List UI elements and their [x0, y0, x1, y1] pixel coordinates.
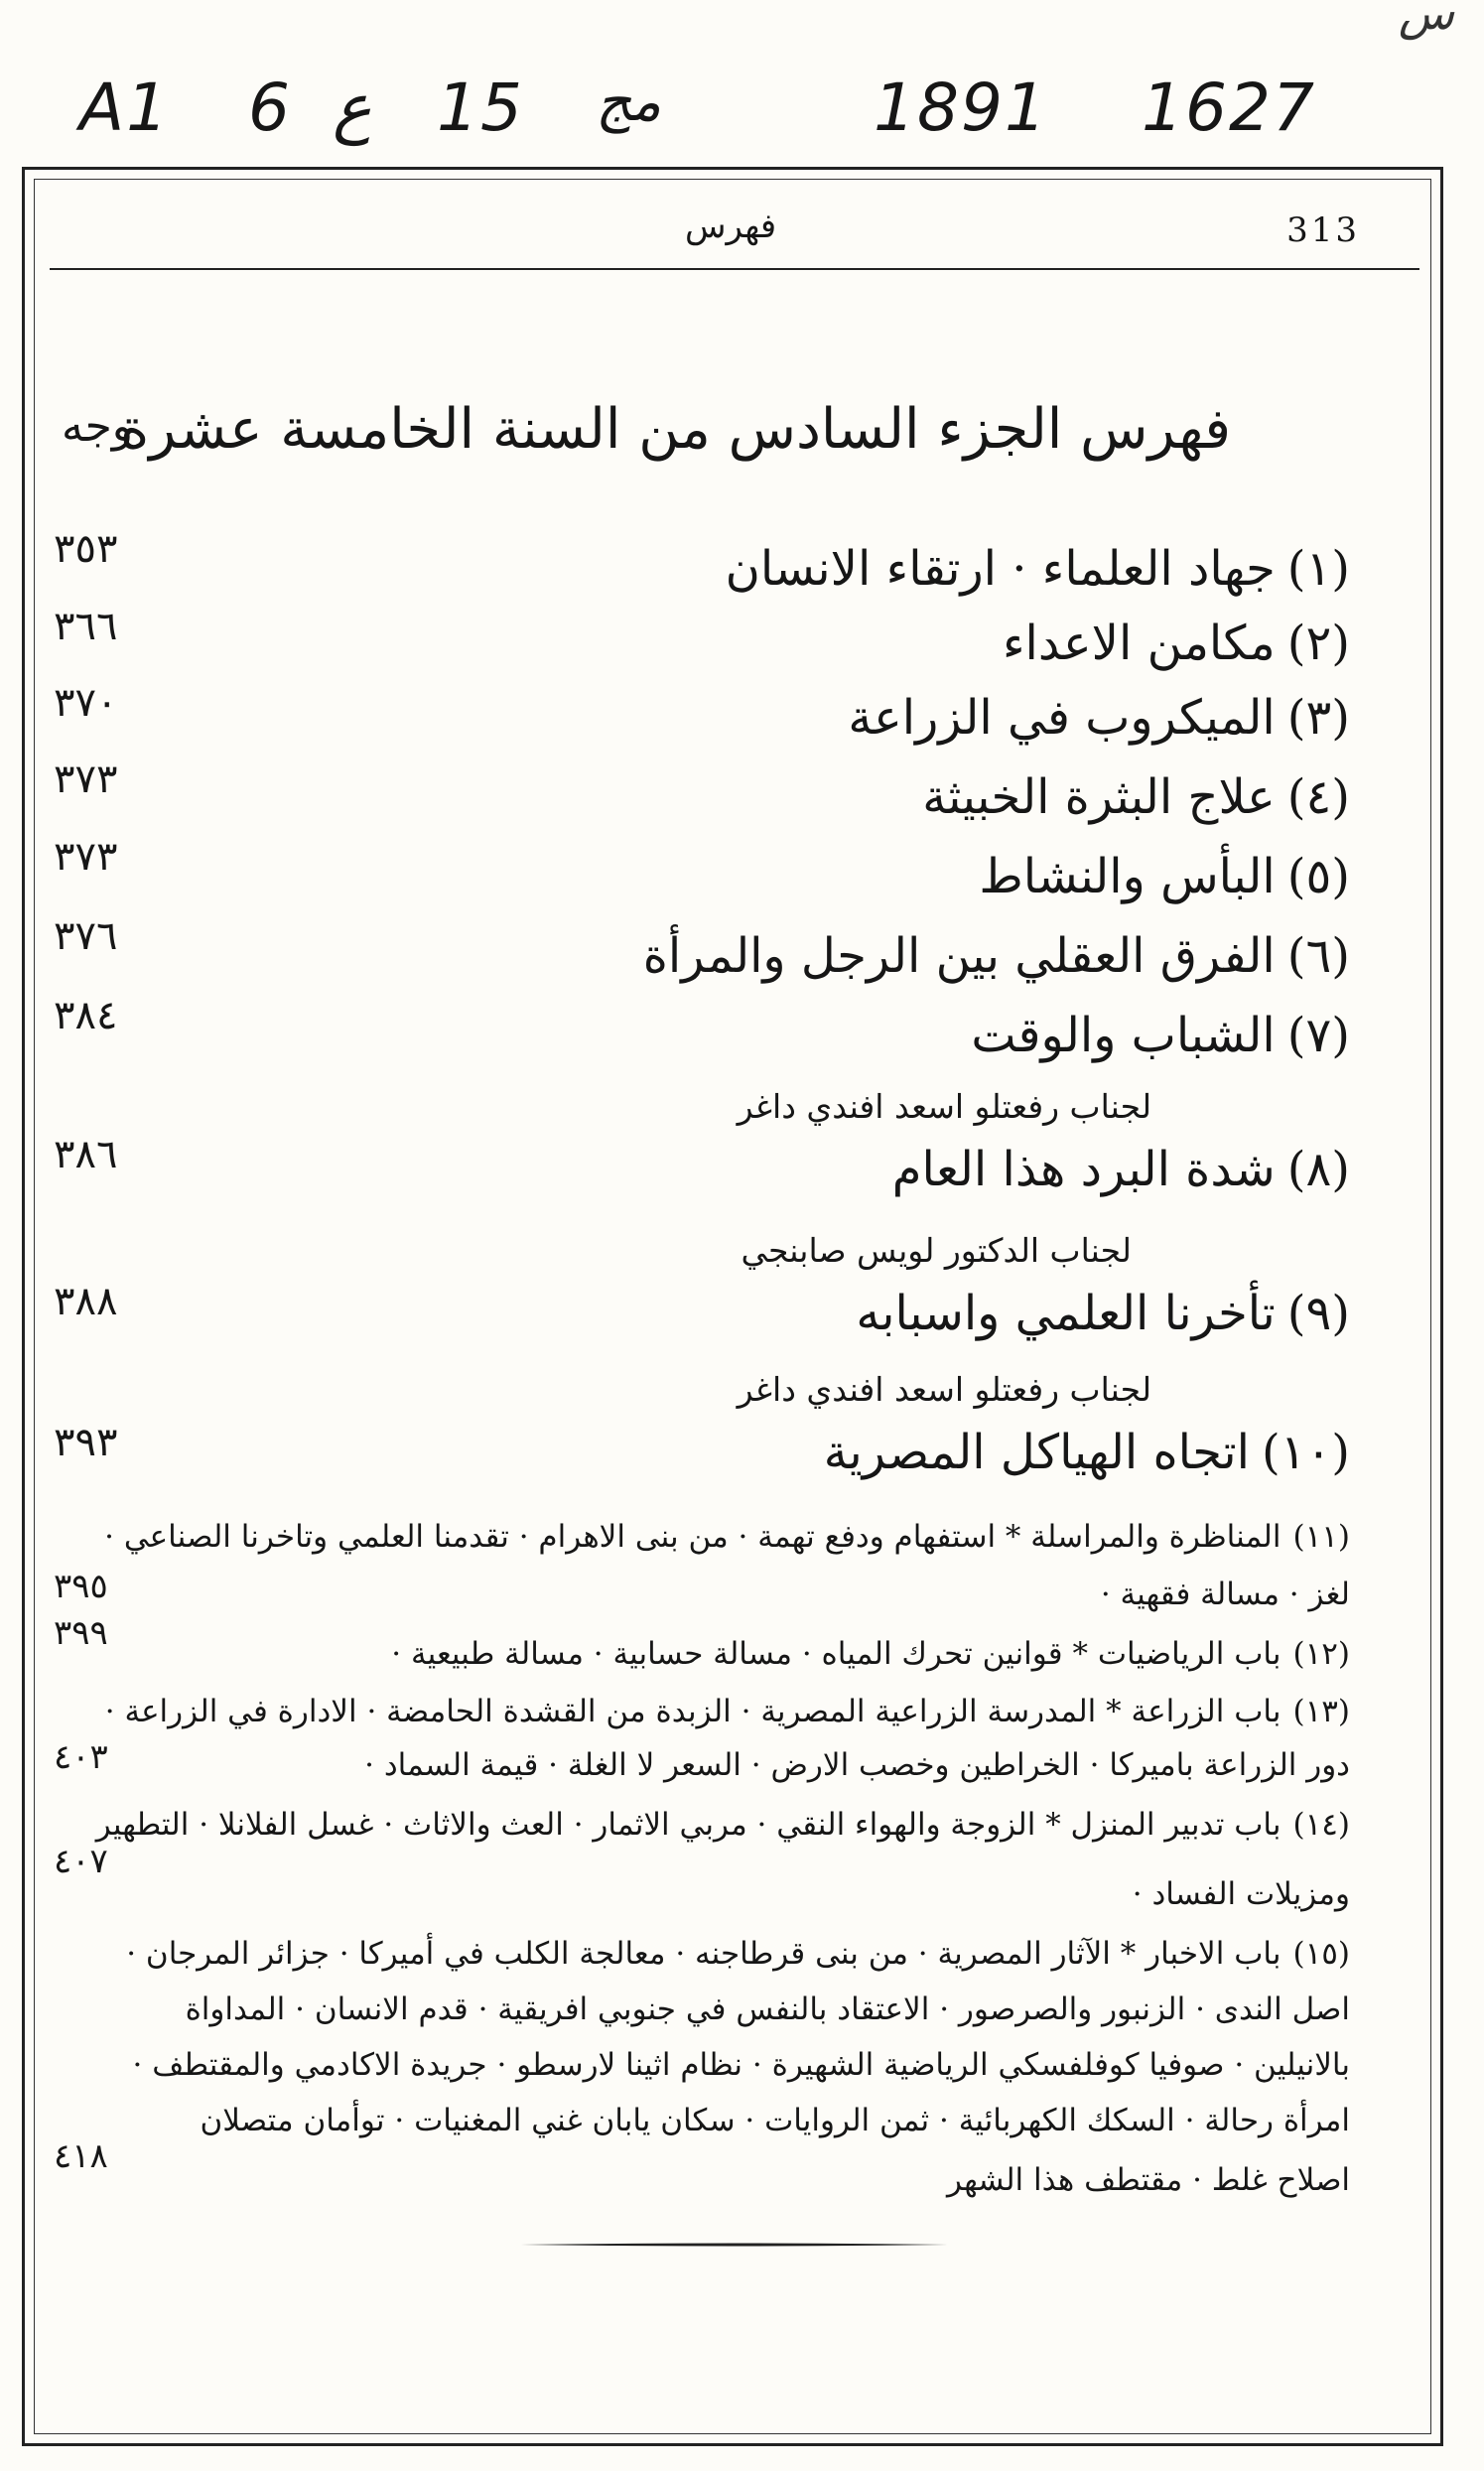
section-15-line-2: [89, 1982, 1350, 2037]
entry-title: جهاد العلماء · ارتقاء الانسان: [725, 541, 1276, 597]
section-text: دور الزراعة باميركا · الخراطين وخصب الارض · السعر لا الغلة · قيمة السماد ·: [364, 1747, 1350, 1783]
section-text: لغز · مسالة فقهية ·: [1100, 1577, 1350, 1612]
entry-6: [643, 928, 1350, 984]
entry-number: (٢): [1286, 616, 1350, 671]
entry-6-page: ٣٧٦: [54, 913, 118, 959]
entry-title: اتجاه الهياكل المصرية: [823, 1425, 1250, 1480]
entry-8-page: ٣٨٦: [54, 1132, 118, 1177]
section-13-page: ٤٠٣: [54, 1737, 108, 1777]
section-text: اصلاح غلط · مقتطف هذا الشهر: [947, 2162, 1350, 2198]
page-number: 313: [1286, 210, 1360, 250]
section-13-line-2: [89, 1737, 1350, 1793]
running-header: [50, 206, 1419, 266]
entry-title: الشباب والوقت: [971, 1008, 1276, 1063]
section-text: ومزيلات الفساد ·: [1132, 1876, 1350, 1912]
section-11-page: ٣٩٥: [54, 1567, 108, 1606]
entry-5: [979, 849, 1350, 904]
section-text: باب الزراعة * المدرسة الزراعية المصرية · الزبدة من القشدة الحامضة · الادارة في الزراعة ·: [104, 1694, 1282, 1729]
catalog-volume: 6: [248, 69, 292, 146]
section-number: (١١): [1292, 1519, 1350, 1555]
entry-number: (٥): [1286, 849, 1350, 904]
section-15-page: ٤١٨: [54, 2136, 108, 2176]
entry-3: [848, 690, 1350, 746]
catalog-number: 15: [437, 69, 524, 146]
section-12-page: ٣٩٩: [54, 1613, 108, 1653]
entry-3-page: ٣٧٠: [54, 680, 118, 726]
running-title: فهرس: [685, 206, 777, 246]
entry-title: تأخرنا العلمي واسبابه: [856, 1286, 1276, 1341]
section-text: اصل الندى · الزنبور والصرصور · الاعتقاد بالنفس في جنوبي افريقية · قدم الانسان · المداواة: [185, 1991, 1350, 2027]
entry-2: [1003, 616, 1350, 671]
entry-number: (١): [1286, 541, 1350, 597]
entry-2-page: ٣٦٦: [54, 604, 118, 649]
section-text: باب تدبير المنزل * الزوجة والهواء النقي · مربي الاثمار · العث والاثاث · غسل الفلانلا · التطهير: [95, 1807, 1282, 1843]
section-text: المناظرة والمراسلة * استفهام ودفع تهمة · من بنى الاهرام · تقدمنا العلمي وتاخرنا الصناعي ·: [104, 1519, 1282, 1555]
entry-4: [922, 769, 1350, 825]
section-number: (١٢): [1292, 1636, 1350, 1672]
entry-1-page: ٣٥٣: [54, 526, 118, 572]
entry-title: البأس والنشاط: [979, 849, 1276, 904]
section-number: (١٣): [1292, 1694, 1350, 1729]
entry-number: (٩): [1286, 1286, 1350, 1341]
catalog-separator: ع: [333, 69, 372, 146]
section-number: (١٤): [1292, 1807, 1350, 1843]
entry-8-author: لجناب الدكتور لويس صابنجي: [741, 1231, 1132, 1270]
entry-title: مكامن الاعداء: [1002, 616, 1276, 671]
page-column-label: وجه: [62, 401, 134, 452]
catalog-year-2: 1627: [1142, 69, 1316, 146]
entry-number: (٨): [1286, 1142, 1350, 1197]
entry-10-page: ٣٩٣: [54, 1420, 118, 1465]
index-page: [50, 189, 1419, 2422]
entry-number: (٧): [1286, 1008, 1350, 1063]
entry-7-page: ٣٨٤: [54, 993, 118, 1038]
section-15-line-5: [89, 2152, 1350, 2208]
section-text: امرأة رحالة · السكك الكهربائية · ثمن الروايات · سكان يابان غني المغنيات · توأمان متصلان: [200, 2103, 1350, 2138]
section-13-line-1: [89, 1684, 1350, 1739]
entry-4-page: ٣٧٣: [54, 756, 118, 802]
entry-title: الفرق العقلي بين الرجل والمرأة: [642, 928, 1276, 984]
entry-5-page: ٣٧٣: [54, 834, 118, 880]
section-11-line-2: [89, 1567, 1350, 1622]
catalog-year-1: 1891: [874, 69, 1048, 146]
section-15-line-4: [89, 2093, 1350, 2148]
entry-9: [856, 1286, 1350, 1341]
entry-10: [824, 1425, 1350, 1480]
bottom-ornament-rule: [521, 2242, 948, 2248]
entry-7-author: لجناب رفعتلو اسعد افندي داغر: [737, 1087, 1151, 1126]
index-title: فهرس الجزء السادس من السنة الخامسة عشرة: [119, 397, 1231, 462]
corner-handwriting: س: [1398, 0, 1454, 40]
entry-number: (٦): [1286, 928, 1350, 984]
entry-number: (٤): [1286, 769, 1350, 825]
entry-8: [892, 1142, 1350, 1197]
section-number: (١٥): [1292, 1936, 1350, 1972]
entry-title: شدة البرد هذا العام: [891, 1142, 1276, 1197]
section-12-line-1: [89, 1626, 1350, 1682]
entry-title: علاج البثرة الخبيثة: [922, 769, 1276, 825]
entry-9-author: لجناب رفعتلو اسعد افندي داغر: [737, 1370, 1151, 1409]
section-15-line-3: [89, 2037, 1350, 2093]
header-rule: [50, 268, 1419, 270]
section-15-line-1: [89, 1926, 1350, 1982]
section-text: باب الرياضيات * قوانين تحرك المياه · مسالة حسابية · مسالة طبيعية ·: [391, 1636, 1282, 1672]
section-14-page: ٤٠٧: [54, 1842, 108, 1881]
section-14-line-1: [89, 1797, 1350, 1853]
entry-9-page: ٣٨٨: [54, 1279, 118, 1324]
entry-number: (١٠): [1261, 1425, 1350, 1480]
catalog-code: A1: [79, 69, 171, 146]
catalog-handwriting: [79, 69, 1390, 169]
section-11-line-1: [89, 1509, 1350, 1565]
entry-1: [726, 541, 1350, 597]
entry-title: الميكروب في الزراعة: [848, 690, 1276, 746]
entry-7: [971, 1008, 1350, 1063]
entry-number: (٣): [1286, 690, 1350, 746]
section-14-line-2: [89, 1866, 1350, 1922]
section-text: باب الاخبار * الآثار المصرية · من بنى قرطاجنه · معالجة الكلب في أميركا · جزائر المرجان ·: [126, 1936, 1282, 1972]
catalog-mj: مج: [596, 69, 662, 134]
section-text: بالانيلين · صوفيا كوفلفسكي الرياضية الشهيرة · نظام اثينا لارسطو · جريدة الاكادمي والمقتطف ·: [132, 2047, 1350, 2083]
